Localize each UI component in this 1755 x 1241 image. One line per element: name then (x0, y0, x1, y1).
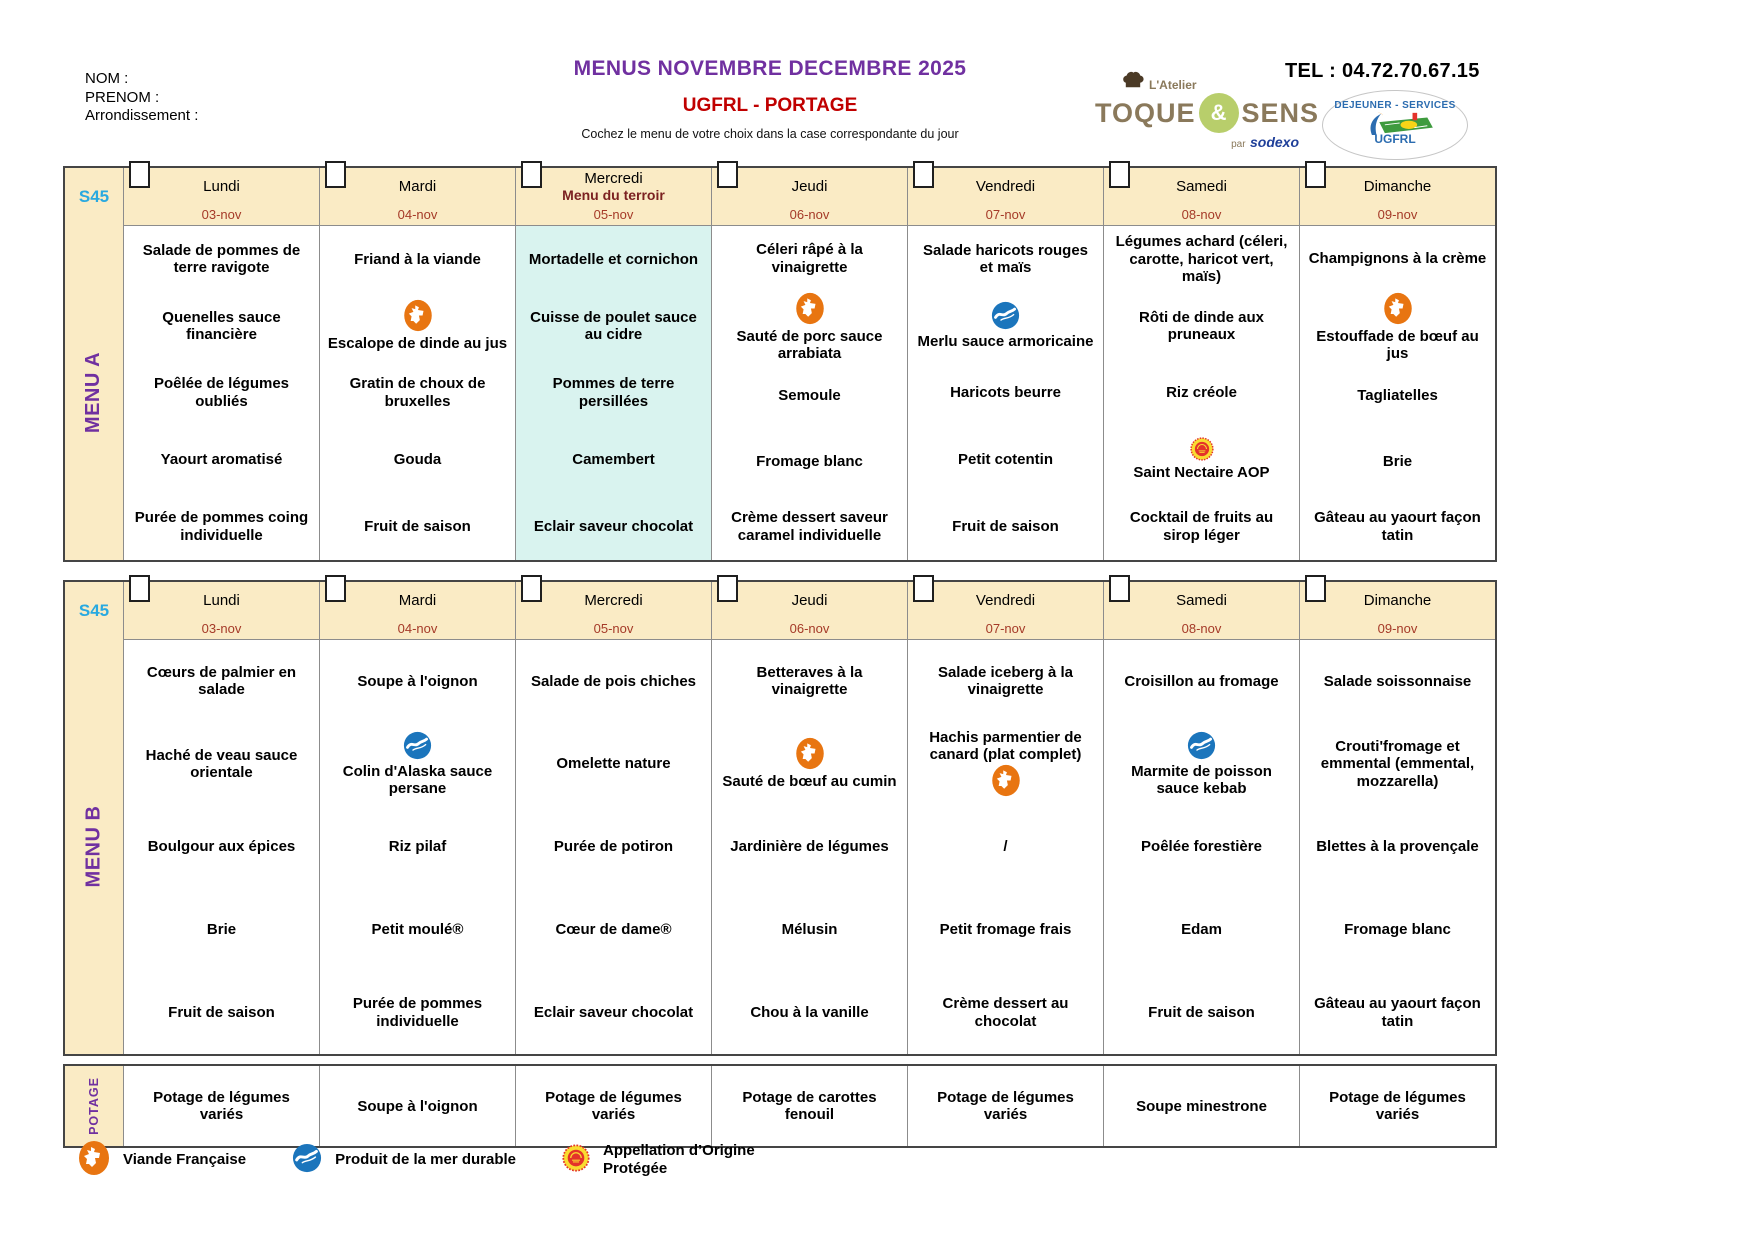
potage-item (123, 1066, 319, 1146)
day-menu-items (908, 640, 1103, 1054)
name-label: NOM : (85, 70, 129, 87)
aop-icon (1190, 437, 1214, 461)
menu-item-text: Edam (1181, 920, 1222, 938)
menu-item-text: Gâteau au yaourt façon tatin (1314, 509, 1481, 545)
menu-item-text: Salade haricots rouges et maïs (922, 241, 1089, 277)
menu-item (124, 226, 319, 293)
mer-durable-icon (991, 301, 1020, 330)
potage-table (63, 1064, 1497, 1148)
day-name: Jeudi (791, 591, 828, 609)
day-name: Samedi (1176, 591, 1227, 609)
week-label: S45 (78, 186, 110, 206)
potage-item (907, 1066, 1103, 1146)
day-name: Mercredi (584, 591, 643, 609)
day-checkbox[interactable] (1109, 161, 1130, 188)
menu-item (1104, 293, 1299, 360)
day-name: Samedi (1176, 177, 1227, 195)
day-column-a-5 (1103, 168, 1299, 560)
menu-item (1104, 971, 1299, 1054)
menu-item-text: Crouti'fromage et emmental (emmental, mozzarella) (1320, 737, 1475, 791)
menu-item-text: Soupe à l'oignon (357, 672, 478, 690)
menu-item (1300, 226, 1495, 292)
menu-item-text: Petit moulé® (371, 920, 464, 938)
menu-item-text: Omelette nature (556, 755, 671, 773)
day-header (1300, 168, 1495, 206)
day-date: 08-nov (1104, 620, 1299, 640)
potage-item-text: Soupe à l'oignon (357, 1097, 478, 1115)
menu-tables (63, 166, 1497, 1148)
menu-item (320, 426, 515, 493)
day-date: 07-nov (908, 206, 1103, 226)
day-checkbox[interactable] (521, 161, 542, 188)
potage-title: POTAGE (86, 1077, 101, 1135)
menu-item-text: Sauté de porc sauce arrabiata (736, 327, 883, 363)
menu-item (1104, 723, 1299, 806)
sodexo-brand: sodexo (1249, 134, 1299, 150)
menu-item (1104, 888, 1299, 971)
day-menu-items (1300, 226, 1495, 560)
menu-a-label-column (65, 168, 123, 560)
viande-francaise-icon (795, 737, 825, 770)
day-date: 06-nov (712, 206, 907, 226)
day-menu-items (1104, 226, 1299, 560)
menu-item (908, 293, 1103, 360)
day-column-b-0 (123, 582, 319, 1054)
menu-item (1104, 806, 1299, 889)
day-date: 09-nov (1300, 206, 1495, 226)
toque-word: TOQUE (1095, 97, 1196, 128)
menu-item-text: Yaourt aromatisé (160, 450, 283, 468)
mer-durable-icon (403, 731, 432, 760)
potage-item-text: Potage de carottes fenouil (742, 1089, 877, 1123)
menu-item (908, 226, 1103, 293)
menu-item (908, 806, 1103, 889)
menu-item (124, 640, 319, 723)
menu-item-text: Merlu sauce armoricaine (917, 333, 1094, 351)
menu-item-text: Eclair saveur chocolat (533, 517, 694, 535)
menu-item-text: Céleri râpé à la vinaigrette (756, 241, 863, 276)
menu-item (516, 293, 711, 360)
menu-item (124, 426, 319, 493)
atelier-label: L'Atelier (1149, 78, 1197, 92)
menu-item-text: Gouda (393, 450, 442, 468)
day-header (908, 582, 1103, 620)
menu-item-text: Cœurs de palmier en salade (146, 663, 297, 699)
day-date: 03-nov (124, 206, 319, 226)
aop-icon (562, 1144, 590, 1172)
menu-item (908, 426, 1103, 493)
day-name: Vendredi (975, 177, 1036, 195)
menu-item (712, 806, 907, 889)
menu-a-table (63, 166, 1497, 562)
menu-item-text: Poêlée de légumes oubliés (153, 375, 290, 410)
menu-item-text: Boulgour aux épices (147, 838, 296, 856)
menu-item-text: Tagliatelles (1357, 387, 1438, 405)
viande-francaise-icon (1383, 292, 1413, 325)
menu-item-text: Poêlée forestière (1141, 838, 1262, 856)
menu-item-text: Marmite de poisson sauce kebab (1131, 762, 1272, 798)
day-date: 06-nov (712, 620, 907, 640)
day-name: Dimanche (1363, 177, 1432, 195)
menu-item-text: Fruit de saison (1148, 1003, 1255, 1021)
mer-durable-icon (292, 1143, 322, 1173)
menu-item (908, 493, 1103, 560)
menu-item (124, 888, 319, 971)
day-column-b-1 (319, 582, 515, 1054)
menu-item-text: Purée de potiron (553, 838, 674, 856)
menu-item (712, 363, 907, 429)
menu-item (712, 429, 907, 495)
day-column-b-2 (515, 582, 711, 1054)
menu-item-text: Escalope de dinde au jus (327, 335, 508, 353)
menu-item (908, 888, 1103, 971)
ugfrl-logo-line2: UGFRL (1374, 132, 1416, 146)
day-checkbox[interactable] (913, 575, 934, 602)
day-menu-items (1300, 640, 1495, 1054)
menu-item-text: Brie (206, 920, 237, 938)
day-column-a-1 (319, 168, 515, 560)
phone-number: TEL : 04.72.70.67.15 (1285, 60, 1480, 82)
toque-logo-top (1121, 72, 1305, 92)
menu-item-text: Mélusin (781, 920, 838, 938)
day-column-a-2 (515, 168, 711, 560)
menu-item (516, 723, 711, 806)
legend-item-viande (78, 1140, 246, 1179)
day-name: Lundi (203, 177, 240, 195)
menu-item (320, 493, 515, 560)
menu-b-label-column (65, 582, 123, 1054)
menu-item (516, 640, 711, 723)
menu-item-text: Sauté de bœuf au cumin (722, 773, 897, 791)
sens-word: SENS (1241, 97, 1320, 128)
menu-item-text: Salade iceberg à la vinaigrette (937, 663, 1074, 699)
potage-item (515, 1066, 711, 1146)
day-column-a-4 (907, 168, 1103, 560)
day-header (124, 168, 319, 206)
toque-logo-main (1095, 93, 1320, 133)
day-name: Jeudi (791, 177, 828, 195)
day-column-b-6 (1299, 582, 1495, 1054)
day-header (516, 168, 711, 206)
day-date: 05-nov (516, 620, 711, 640)
day-header (1300, 582, 1495, 620)
menu-item-text: Salade soissonnaise (1323, 672, 1472, 690)
day-name: Dimanche (1363, 591, 1432, 609)
menu-item (712, 888, 907, 971)
potage-item-text: Soupe minestrone (1136, 1097, 1267, 1115)
potage-item (319, 1066, 515, 1146)
day-name: Vendredi (975, 591, 1036, 609)
menu-item (712, 292, 907, 363)
potage-item-text: Potage de légumes variés (937, 1089, 1074, 1123)
menu-item-text: Brie (1382, 452, 1413, 470)
menu-item (908, 723, 1103, 806)
legend-label: Appellation d’Origine Protégée (603, 1142, 755, 1177)
menu-item-text: Blettes à la provençale (1316, 838, 1479, 856)
menu-item-text: Gratin de choux de bruxelles (349, 375, 486, 410)
menu-item-text: Betteraves à la vinaigrette (756, 663, 863, 699)
menu-item-text: Purée de pommes coing individuelle (134, 508, 309, 544)
potage-item-text: Potage de légumes variés (153, 1089, 290, 1123)
day-header (1104, 168, 1299, 206)
menu-item (908, 360, 1103, 427)
firstname-label: PRENOM : (85, 88, 160, 106)
day-date: 08-nov (1104, 206, 1299, 226)
menu-item-text: Petit fromage frais (939, 920, 1072, 938)
menu-item-text: Quenelles sauce financière (162, 308, 281, 344)
menu-item (124, 723, 319, 806)
menu-item-text: Croisillon au fromage (1124, 672, 1279, 690)
day-menu-items (1104, 640, 1299, 1054)
menu-item (320, 806, 515, 889)
menu-item (516, 806, 711, 889)
mer-durable-icon (1187, 731, 1216, 760)
day-name: Lundi (203, 591, 240, 609)
menu-item (1300, 806, 1495, 889)
menu-item-text: Colin d'Alaska sauce persane (342, 762, 493, 798)
menu-item-text: Haché de veau sauce orientale (145, 746, 298, 782)
header-center (470, 57, 1070, 141)
menu-item-text: Fruit de saison (364, 517, 471, 535)
day-checkbox[interactable] (325, 575, 346, 602)
menu-item (320, 640, 515, 723)
menu-item-text: Cuisse de poulet sauce au cidre (530, 308, 697, 344)
menu-item-text: Cocktail de fruits au sirop léger (1129, 508, 1274, 544)
ugfrl-logo-line1: DEJEUNER - SERVICES (1334, 100, 1456, 111)
menu-item-text: / (1003, 838, 1008, 856)
day-checkbox[interactable] (717, 575, 738, 602)
menu-item-text: Riz pilaf (388, 838, 447, 856)
day-header (712, 168, 907, 206)
potage-item (1103, 1066, 1299, 1146)
page-title: MENUS NOVEMBRE DECEMBRE 2025 (573, 57, 967, 80)
menu-item (1104, 360, 1299, 427)
day-header (712, 582, 907, 620)
day-name: Mardi (398, 177, 437, 195)
menu-item (1300, 363, 1495, 429)
menu-item (1300, 494, 1495, 560)
menu-item-text: Purée de pommes individuelle (352, 994, 483, 1030)
menu-item-text: Cœur de dame® (555, 920, 672, 938)
menu-item-text: Gâteau au yaourt façon tatin (1314, 994, 1481, 1030)
menu-item (1104, 426, 1299, 493)
menu-item (1104, 226, 1299, 293)
day-header (124, 582, 319, 620)
day-menu-items (320, 226, 515, 560)
menu-item (124, 806, 319, 889)
menu-item (908, 640, 1103, 723)
menu-item (1300, 429, 1495, 495)
menu-item (320, 360, 515, 427)
day-menu-items (124, 226, 319, 560)
day-menu-items (516, 640, 711, 1054)
viande-francaise-icon (991, 764, 1021, 797)
day-checkbox[interactable] (325, 161, 346, 188)
day-header (908, 168, 1103, 206)
menu-item (1300, 723, 1495, 806)
day-date: 05-nov (516, 206, 711, 226)
menu-item-text: Rôti de dinde aux pruneaux (1138, 308, 1264, 344)
menu-item (320, 888, 515, 971)
menu-item (516, 226, 711, 293)
potage-item-text: Potage de légumes variés (1329, 1089, 1466, 1123)
day-header (320, 582, 515, 620)
legend-item-mer (292, 1143, 516, 1176)
menu-item-text: Camembert (572, 450, 655, 468)
menu-item (712, 226, 907, 292)
menu-item (124, 293, 319, 360)
day-name: Mardi (398, 591, 437, 609)
chef-hat-icon (1121, 71, 1145, 89)
day-name: Mercredi (584, 170, 643, 188)
menu-item (320, 293, 515, 360)
menu-item-text: Jardinière de légumes (730, 838, 889, 856)
menu-item (516, 426, 711, 493)
menu-item (320, 723, 515, 806)
day-menu-items (124, 640, 319, 1054)
day-header (516, 582, 711, 620)
menu-item (1104, 493, 1299, 560)
identity-block (85, 70, 198, 126)
menu-item-text: Mortadelle et cornichon (528, 250, 699, 268)
day-menu-items (712, 640, 907, 1054)
day-checkbox[interactable] (1305, 575, 1326, 602)
instruction-text: Cochez le menu de votre choix dans la case correspondante du jour (581, 127, 959, 141)
day-column-b-5 (1103, 582, 1299, 1054)
page-subtitle: UGFRL - PORTAGE (682, 95, 858, 116)
menu-item-text: Hachis parmentier de canard (plat complet) (929, 728, 1082, 764)
week-label: S45 (78, 600, 110, 620)
menu-a-title: MENU A (82, 351, 105, 434)
day-date: 04-nov (320, 620, 515, 640)
day-menu-items (320, 640, 515, 1054)
day-date: 09-nov (1300, 620, 1495, 640)
menu-item (1104, 640, 1299, 723)
menu-item-text: Friand à la viande (354, 250, 481, 268)
day-checkbox[interactable] (1305, 161, 1326, 188)
menu-item (712, 723, 907, 806)
menu-item (712, 640, 907, 723)
menu-item (516, 971, 711, 1054)
menu-item-text: Légumes achard (céleri, carotte, haricot vert, maïs) (1115, 232, 1288, 286)
day-checkbox[interactable] (913, 161, 934, 188)
day-date: 04-nov (320, 206, 515, 226)
menu-item (908, 971, 1103, 1054)
menu-item-text: Fruit de saison (168, 1003, 275, 1021)
menu-b-title: MENU B (82, 805, 105, 888)
ampersand-circle-icon (1199, 93, 1239, 133)
district-label: Arrondissement : (85, 107, 199, 124)
menu-item-text: Salade de pois chiches (530, 672, 697, 690)
legend-label: Produit de la mer durable (335, 1151, 516, 1168)
day-date: 03-nov (124, 620, 319, 640)
menu-item-text: Pommes de terre persillées (552, 375, 675, 410)
menu-item (124, 971, 319, 1054)
menu-item-text: Chou à la vanille (750, 1003, 869, 1021)
menu-item-text: Crème dessert au chocolat (942, 994, 1069, 1030)
menu-item (516, 360, 711, 427)
viande-francaise-icon (795, 292, 825, 325)
potage-item (1299, 1066, 1495, 1146)
day-menu-items (908, 226, 1103, 560)
day-checkbox[interactable] (1109, 575, 1130, 602)
legend-label: Viande Française (123, 1151, 247, 1168)
viande-francaise-icon (403, 299, 433, 332)
menu-item-text: Haricots beurre (950, 384, 1061, 402)
menu-item-text: Eclair saveur chocolat (533, 1003, 694, 1021)
ampersand: & (1210, 100, 1227, 125)
menu-item-text: Riz créole (1166, 384, 1237, 402)
day-column-a-6 (1299, 168, 1495, 560)
day-checkbox[interactable] (717, 161, 738, 188)
menu-item-text: Estouffade de bœuf au jus (1316, 327, 1479, 363)
menu-item (124, 360, 319, 427)
potage-label-column (65, 1066, 123, 1146)
legend (78, 1140, 761, 1179)
day-checkbox[interactable] (129, 161, 150, 188)
potage-item (711, 1066, 907, 1146)
menu-item-text: Petit cotentin (957, 450, 1053, 468)
day-checkbox[interactable] (521, 575, 542, 602)
menu-item (1300, 888, 1495, 971)
menu-item (516, 888, 711, 971)
toque-sens-logo (1095, 72, 1320, 152)
viande-francaise-icon (78, 1140, 110, 1176)
menu-item-text: Semoule (778, 387, 841, 405)
potage-item-text: Potage de légumes variés (545, 1089, 682, 1123)
menu-item-text: Fruit de saison (952, 517, 1059, 535)
menu-b-table (63, 580, 1497, 1056)
menu-item (712, 971, 907, 1054)
sodexo-line (1095, 134, 1299, 152)
day-column-a-0 (123, 168, 319, 560)
menu-item (516, 493, 711, 560)
day-header (320, 168, 515, 206)
menu-item-text: Crème dessert saveur caramel individuelle (731, 509, 888, 545)
day-column-a-3 (711, 168, 907, 560)
menu-item-text: Salade de pommes de terre ravigote (142, 241, 301, 277)
ugfrl-logo (1322, 90, 1468, 160)
day-column-b-3 (711, 582, 907, 1054)
menu-item (1300, 971, 1495, 1054)
day-subtitle: Menu du terroir (562, 186, 665, 203)
menu-item-text: Saint Nectaire AOP (1133, 464, 1270, 482)
menu-item (124, 493, 319, 560)
legend-item-aop (562, 1142, 761, 1177)
menu-item (1300, 640, 1495, 723)
day-checkbox[interactable] (129, 575, 150, 602)
day-menu-items (516, 226, 711, 560)
day-header (1104, 582, 1299, 620)
day-menu-items (712, 226, 907, 560)
menu-item-text: Fromage blanc (1344, 920, 1451, 938)
menu-item-text: Champignons à la crème (1308, 249, 1487, 267)
menu-item (320, 226, 515, 293)
menu-item (1300, 292, 1495, 363)
day-date: 07-nov (908, 620, 1103, 640)
menu-item (320, 971, 515, 1054)
par-label: par (1231, 139, 1246, 150)
menu-item-text: Fromage blanc (756, 452, 863, 470)
menu-item (712, 494, 907, 560)
day-column-b-4 (907, 582, 1103, 1054)
